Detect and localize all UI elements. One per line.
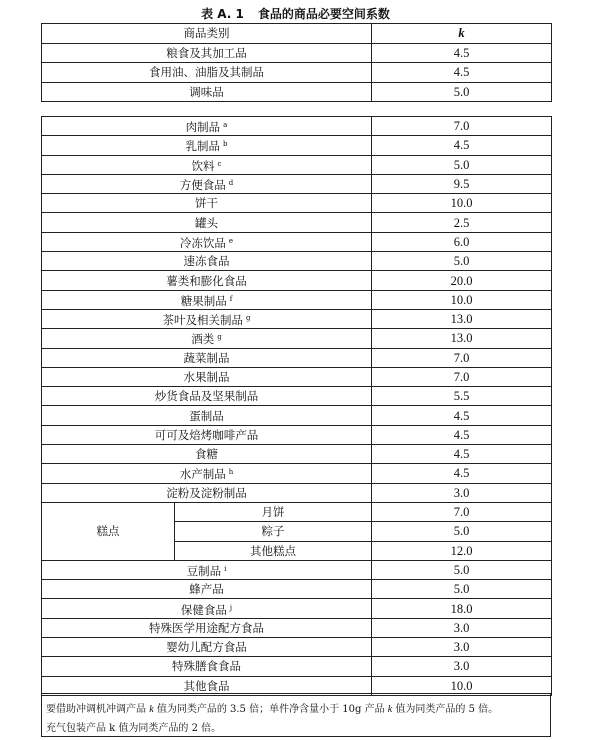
note-2: 充气包装产品 k 值为同类产品的 2 倍。 (46, 723, 222, 734)
category-name: 乳制品 (185, 139, 220, 154)
k-value: 3.0 (372, 618, 552, 637)
category-cell (42, 194, 372, 213)
category-name: 速冻食品 (183, 254, 230, 269)
category-cell (42, 560, 372, 579)
table-row (42, 82, 552, 102)
table-row (42, 232, 552, 251)
table-row (42, 309, 552, 328)
note-1: 要借助冲调机冲调产品 k 值为同类产品的 3.5 倍；单件净含量小于 10g 产品 k 值为同类产品的 5 倍。 (46, 704, 499, 715)
subcategory-name: 月饼 (175, 502, 372, 521)
table-row (42, 425, 552, 444)
k-value: 2.5 (372, 213, 552, 232)
category-cell (42, 252, 372, 271)
k-value: 3.0 (372, 657, 552, 676)
category-name: 方便食品 (179, 178, 226, 193)
table-row (42, 483, 552, 502)
category-name: 特殊医学用途配方食品 (149, 620, 264, 635)
table-row (42, 271, 552, 290)
category-name: 蔬菜制品 (183, 350, 230, 365)
k-value: 12.0 (372, 541, 552, 560)
table-row (42, 348, 552, 367)
k-value: 5.5 (372, 387, 552, 406)
category-name: 薯类和膨化食品 (166, 273, 247, 288)
k-value: 4.5 (372, 43, 552, 63)
k-value: 5.0 (372, 522, 552, 541)
k-value: 4.5 (372, 136, 552, 155)
k-value: 7.0 (372, 117, 552, 136)
pastry-group-name: 糕点 (42, 502, 175, 560)
category-name: 罐头 (195, 215, 218, 230)
footnote-mark: b (223, 140, 228, 149)
category-name: 其他食品 (183, 678, 230, 693)
category-name: 调味品 (42, 82, 372, 102)
category-name: 饼干 (195, 196, 218, 211)
k-value: 4.5 (372, 425, 552, 444)
k-value: 10.0 (372, 676, 552, 695)
category-name: 水果制品 (183, 370, 230, 384)
category-cell (42, 464, 372, 483)
footnote-mark: h (228, 468, 234, 477)
category-name: 蛋制品 (189, 408, 224, 423)
footnote-mark: a (223, 121, 228, 130)
category-name: 蜂产品 (189, 582, 224, 597)
category-name: 食糖 (195, 447, 218, 462)
category-cell (42, 425, 372, 444)
footnote-mark: j (229, 603, 233, 612)
k-value: 13.0 (372, 309, 552, 328)
category-cell (42, 348, 372, 367)
table-row (42, 406, 552, 425)
table-row (42, 464, 552, 483)
table-row (42, 252, 552, 271)
table-row (42, 580, 552, 599)
category-name: 茶叶及相关制品 (162, 313, 243, 328)
category-cell (42, 387, 372, 406)
k-value: 4.5 (372, 406, 552, 425)
category-cell (42, 580, 372, 599)
k-value: 10.0 (372, 194, 552, 213)
category-cell (42, 618, 372, 637)
category-cell (42, 406, 372, 425)
subcategory-name: 粽子 (175, 522, 372, 541)
table-row (42, 502, 552, 521)
category-cell (42, 638, 372, 657)
category-name: 肉制品 (185, 120, 221, 135)
category-cell (42, 271, 372, 290)
category-name: 保健食品 (180, 602, 227, 617)
footnote-mark: f (229, 294, 233, 303)
category-name: 淀粉及淀粉制品 (166, 485, 247, 500)
category-name: 饮料 (191, 158, 215, 173)
category-name: 粮食及其加工品 (42, 43, 372, 63)
category-cell (42, 290, 372, 309)
k-value: 13.0 (372, 329, 552, 348)
k-value: 4.5 (372, 445, 552, 464)
k-value: 5.0 (372, 155, 552, 174)
footnote-mark: g (246, 314, 251, 323)
k-value: 7.0 (372, 367, 552, 386)
table-row (42, 194, 552, 213)
category-cell (42, 155, 372, 174)
table-row (42, 387, 552, 406)
category-cell (42, 136, 372, 155)
category-name: 可可及焙烤咖啡产品 (154, 427, 259, 442)
k-value: 6.0 (372, 232, 552, 251)
k-value: 5.0 (372, 252, 552, 271)
category-cell (42, 213, 372, 232)
category-cell (42, 657, 372, 676)
category-name: 食用油、油脂及其制品 (42, 63, 372, 83)
table-row (42, 136, 552, 155)
k-value: 18.0 (372, 599, 552, 618)
category-cell (42, 232, 372, 251)
table-number: 表 A. 1 (201, 7, 244, 21)
k-value: 3.0 (372, 638, 552, 657)
table-row (42, 117, 552, 136)
category-cell (42, 445, 372, 464)
table-row (42, 445, 552, 464)
k-value: 7.0 (372, 348, 552, 367)
header-category: 商品类别 (42, 24, 372, 44)
category-name: 冷冻饮品 (179, 235, 226, 250)
category-cell (42, 117, 372, 136)
table-row (42, 43, 552, 63)
header-k: k (372, 24, 552, 44)
table-row (42, 618, 552, 637)
category-name: 水产制品 (179, 467, 226, 482)
k-value: 5.0 (372, 82, 552, 102)
category-cell (42, 483, 372, 502)
table-row (42, 599, 552, 618)
footnote-mark: d (228, 179, 234, 188)
table-row (42, 155, 552, 174)
main-table (41, 116, 552, 696)
k-value: 9.5 (372, 174, 552, 193)
category-cell (42, 329, 372, 348)
table-caption: 食品的商品必要空间系数 (257, 7, 390, 21)
footnote-mark: e (228, 236, 234, 245)
category-name: 炒货食品及坚果制品 (154, 389, 259, 404)
category-cell (42, 309, 372, 328)
k-value: 4.5 (372, 464, 552, 483)
table-row (42, 560, 552, 579)
k-value: 10.0 (372, 290, 552, 309)
category-name: 酒类 (191, 332, 215, 347)
table-notes (41, 693, 551, 737)
table-row (42, 638, 552, 657)
header-table-body (42, 24, 552, 102)
category-name: 婴幼儿配方食品 (166, 640, 247, 655)
header-row (42, 24, 552, 44)
category-cell (42, 599, 372, 618)
k-value: 3.0 (372, 483, 552, 502)
k-value: 7.0 (372, 502, 552, 521)
table-title (0, 5, 591, 22)
k-value: 5.0 (372, 580, 552, 599)
category-name: 特殊膳食食品 (172, 659, 241, 674)
table-row (42, 367, 552, 386)
subcategory-name: 其他糕点 (175, 541, 372, 560)
table-row (42, 174, 552, 193)
category-name: 糖果制品 (180, 293, 227, 308)
k-value: 4.5 (372, 63, 552, 83)
footnote-mark: i (224, 564, 227, 573)
table-row (42, 213, 552, 232)
category-cell (42, 367, 372, 386)
header-table (41, 23, 552, 102)
category-name: 豆制品 (186, 563, 222, 578)
k-value: 20.0 (372, 271, 552, 290)
category-cell (42, 174, 372, 193)
table-row (42, 657, 552, 676)
table-row (42, 290, 552, 309)
main-table-body (42, 117, 552, 696)
footnote-mark: g (217, 333, 222, 342)
table-row (42, 329, 552, 348)
k-value: 5.0 (372, 560, 552, 579)
table-row (42, 63, 552, 83)
footnote-mark: c (217, 159, 222, 168)
